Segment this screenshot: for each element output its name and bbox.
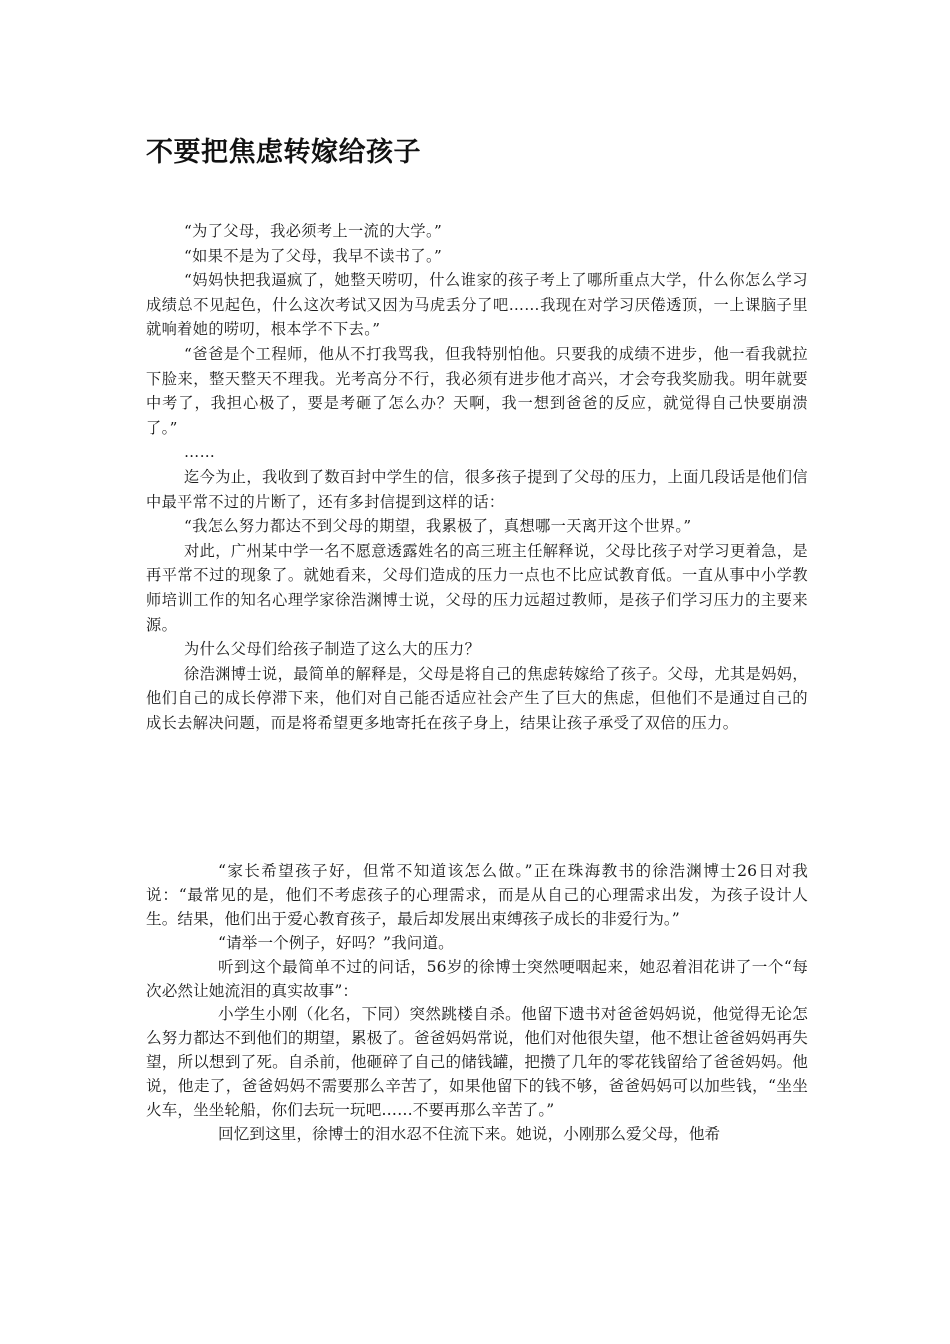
paragraph-ellipsis: …… [184,443,216,462]
article-body-section-1 [146,219,808,735]
paragraph: “妈妈快把我逼疯了，她整天唠叨，什么谁家的孩子考上了哪所重点大学，什么你怎么学习成绩总不见起色，什么这次考试又因为马虎丢分了吧……我现在对学习厌倦透顶，一上课脑子里就响着她的唠叨，根本学不下去。” [146,271,808,339]
paragraph: “我怎么努力都达不到父母的期望，我累极了，真想哪一天离开这个世界。” [184,517,692,536]
paragraph: 对此，广州某中学一名不愿意透露姓名的高三班主任解释说，父母比孩子对学习更着急，是再平常不过的现象了。就她看来，父母们造成的压力一点也不比应试教育低。一直从事中小学教师培训工作的知名心理学家徐浩渊博士说，父母的压力远超过教师，是孩子们学习压力的主要来源。 [146,541,808,634]
article-body-section-2 [146,860,808,1147]
paragraph: “家长希望孩子好，但常不知道该怎么做。”正在珠海教书的徐浩渊博士26日对我说：“最常见的是，他们不考虑孩子的心理需求，而是从自己的心理需求出发，为孩子设计人生。结果，他们出于爱心教育孩子，最后却发展出束缚孩子成长的非爱行为。” [146,862,808,928]
paragraph: “请举一个例子，好吗？”我问道。 [218,933,454,952]
paragraph: “爸爸是个工程师，他从不打我骂我，但我特别怕他。只要我的成绩不进步，他一看我就拉下脸来，整天整天不理我。光考高分不行，我必须有进步他才高兴，才会夸我奖励我。明年就要中考了，我担心极了，要是考砸了怎么办？天啊，我一想到爸爸的反应，就觉得自己快要崩溃了。” [146,344,808,437]
paragraph: 小学生小刚（化名，下同）突然跳楼自杀。他留下遗书对爸爸妈妈说，他觉得无论怎么努力都达不到他们的期望，累极了。爸爸妈妈常说，他们对他很失望，他不想让爸爸妈妈再失望，所以想到了死。自杀前，他砸碎了自己的储钱罐，把攒了几年的零花钱留给了爸爸妈妈。他说，他走了，爸爸妈妈不需要那么辛苦了，如果他留下的钱不够，爸爸妈妈可以加些钱，“坐坐火车，坐坐轮船，你们去玩一玩吧……不要再那么辛苦了。” [146,1005,808,1120]
paragraph: 迄今为止，我收到了数百封中学生的信，很多孩子提到了父母的压力，上面几段话是他们信中最平常不过的片断了，还有多封信提到这样的话： [146,467,808,511]
paragraph: 回忆到这里，徐博士的泪水忍不住流下来。她说，小刚那么爱父母，他希 [218,1124,721,1143]
paragraph: 为什么父母们给孩子制造了这么大的压力？ [184,640,481,659]
article-title: 不要把焦虑转嫁给孩子 [146,137,421,168]
paragraph: “如果不是为了父母，我早不读书了。” [184,246,443,265]
paragraph: 听到这个最简单不过的问话，56岁的徐博士突然哽咽起来，她忍着泪花讲了一个“每次必然让她流泪的真实故事”： [146,957,808,1000]
paragraph: “为了父母，我必须考上一流的大学。” [184,222,443,240]
paragraph: 徐浩渊博士说，最简单的解释是，父母是将自己的焦虑转嫁给了孩子。父母，尤其是妈妈，他们自己的成长停滞下来，他们对自己能否适应社会产生了巨大的焦虑，但他们不是通过自己的成长去解决问题，而是将希望更多地寄托在孩子身上，结果让孩子承受了双倍的压力。 [146,664,808,732]
